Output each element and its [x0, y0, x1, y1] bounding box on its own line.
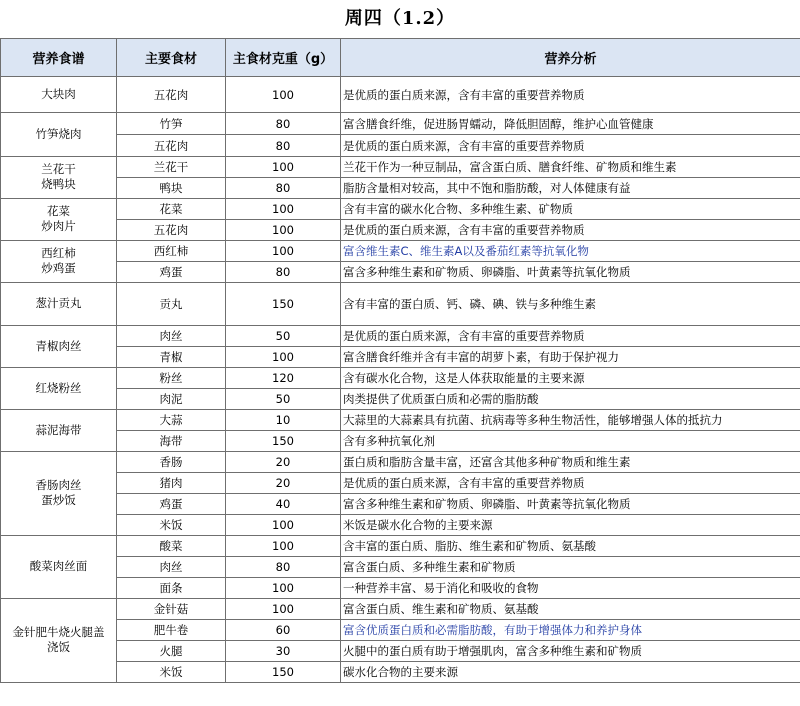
ingredient-cell: 鸡蛋: [117, 261, 226, 282]
table-row: [1, 472, 800, 493]
analysis-cell: 肉类提供了优质蛋白质和必需的脂肪酸: [341, 388, 800, 409]
weight-cell: 80: [226, 261, 341, 282]
weight-cell: 150: [226, 430, 341, 451]
ingredient-cell: 贡丸: [117, 282, 226, 325]
weight-cell: 100: [226, 77, 341, 113]
weight-cell: 80: [226, 135, 341, 157]
dish-name: 竹笋烧肉: [1, 113, 117, 157]
page-title: 周四（1.2）: [344, 8, 456, 29]
dish-name: 青椒肉丝: [1, 325, 117, 367]
table-row: [1, 282, 800, 325]
weight-cell: 100: [226, 219, 341, 240]
table-row: [1, 430, 800, 451]
table-row: [1, 388, 800, 409]
ingredient-cell: 米饭: [117, 661, 226, 682]
weight-cell: 100: [226, 240, 341, 261]
dish-name: 兰花干 烧鸭块: [1, 157, 117, 199]
dish-name: 葱汁贡丸: [1, 282, 117, 325]
analysis-cell: 含有丰富的蛋白质、钙、磷、碘、铁与多种维生素: [341, 282, 800, 325]
weight-cell: 150: [226, 661, 341, 682]
ingredient-cell: 竹笋: [117, 113, 226, 135]
ingredient-cell: 粉丝: [117, 367, 226, 388]
weight-cell: 20: [226, 472, 341, 493]
table-row: [1, 493, 800, 514]
header-analysis: 营养分析: [341, 39, 800, 77]
ingredient-cell: 大蒜: [117, 409, 226, 430]
analysis-cell: 是优质的蛋白质来源，含有丰富的重要营养物质: [341, 325, 800, 346]
analysis-cell: 是优质的蛋白质来源，含有丰富的重要营养物质: [341, 472, 800, 493]
ingredient-cell: 五花肉: [117, 219, 226, 240]
table-row: [1, 113, 800, 135]
ingredient-cell: 鸭块: [117, 177, 226, 198]
table-row: [1, 556, 800, 577]
weight-cell: 100: [226, 198, 341, 219]
analysis-cell: 含丰富的蛋白质、脂肪、维生素和矿物质、氨基酸: [341, 535, 800, 556]
analysis-cell: 富含多种维生素和矿物质、卵磷脂、叶黄素等抗氧化物质: [341, 261, 800, 282]
weight-cell: 100: [226, 577, 341, 598]
analysis-cell: 富含膳食纤维并含有丰富的胡萝卜素，有助于保护视力: [341, 346, 800, 367]
nutrition-table: [0, 38, 800, 683]
table-row: [1, 177, 800, 198]
table-row: [1, 157, 800, 178]
dish-name: 红烧粉丝: [1, 367, 117, 409]
table-row: [1, 261, 800, 282]
table-row: [1, 409, 800, 430]
analysis-cell: 富含蛋白质、维生素和矿物质、氨基酸: [341, 598, 800, 619]
analysis-cell: 兰花干作为一种豆制品，富含蛋白质、膳食纤维、矿物质和维生素: [341, 157, 800, 178]
table-row: [1, 219, 800, 240]
header-main-ingredient: 主要食材: [117, 39, 226, 77]
analysis-cell: 含有丰富的碳水化合物、多种维生素、矿物质: [341, 198, 800, 219]
table-header-row: [1, 39, 800, 77]
table-row: [1, 451, 800, 472]
analysis-cell: 一种营养丰富、易于消化和吸收的食物: [341, 577, 800, 598]
weight-cell: 100: [226, 598, 341, 619]
dish-name: 酸菜肉丝面: [1, 535, 117, 598]
analysis-cell: 富含膳食纤维，促进肠胃蠕动，降低胆固醇，维护心血管健康: [341, 113, 800, 135]
weight-cell: 20: [226, 451, 341, 472]
weight-cell: 100: [226, 535, 341, 556]
ingredient-cell: 青椒: [117, 346, 226, 367]
ingredient-cell: 猪肉: [117, 472, 226, 493]
dish-name: 大块肉: [1, 77, 117, 113]
table-row: [1, 661, 800, 682]
weight-cell: 10: [226, 409, 341, 430]
ingredient-cell: 兰花干: [117, 157, 226, 178]
ingredient-cell: 米饭: [117, 514, 226, 535]
ingredient-cell: 海带: [117, 430, 226, 451]
analysis-cell: 蛋白质和脂肪含量丰富，还富含其他多种矿物质和维生素: [341, 451, 800, 472]
analysis-cell: 碳水化合物的主要来源: [341, 661, 800, 682]
table-body: [1, 77, 800, 683]
weight-cell: 60: [226, 619, 341, 640]
table-row: [1, 77, 800, 113]
ingredient-cell: 鸡蛋: [117, 493, 226, 514]
analysis-cell: 米饭是碳水化合物的主要来源: [341, 514, 800, 535]
table-row: [1, 325, 800, 346]
ingredient-cell: 面条: [117, 577, 226, 598]
header-weight: 主食材克重（g）: [226, 39, 341, 77]
table-row: [1, 367, 800, 388]
ingredient-cell: 五花肉: [117, 77, 226, 113]
header-recipe: 营养食谱: [1, 39, 117, 77]
analysis-cell: 是优质的蛋白质来源，含有丰富的重要营养物质: [341, 77, 800, 113]
table-row: [1, 577, 800, 598]
weight-cell: 50: [226, 388, 341, 409]
analysis-cell: 含有多种抗氧化剂: [341, 430, 800, 451]
ingredient-cell: 肥牛卷: [117, 619, 226, 640]
table-row: [1, 535, 800, 556]
analysis-cell: 含有碳水化合物，这是人体获取能量的主要来源: [341, 367, 800, 388]
ingredient-cell: 五花肉: [117, 135, 226, 157]
ingredient-cell: 香肠: [117, 451, 226, 472]
table-row: [1, 135, 800, 157]
analysis-cell: 富含蛋白质、多种维生素和矿物质: [341, 556, 800, 577]
ingredient-cell: 火腿: [117, 640, 226, 661]
table-row: [1, 346, 800, 367]
weight-cell: 80: [226, 556, 341, 577]
analysis-cell: 脂肪含量相对较高，其中不饱和脂肪酸，对人体健康有益: [341, 177, 800, 198]
weight-cell: 50: [226, 325, 341, 346]
table-row: [1, 514, 800, 535]
dish-name: 蒜泥海带: [1, 409, 117, 451]
dish-name: 香肠肉丝 蛋炒饭: [1, 451, 117, 535]
weight-cell: 120: [226, 367, 341, 388]
table-row: [1, 598, 800, 619]
dish-name: 花菜 炒肉片: [1, 198, 117, 240]
dish-name: 金针肥牛烧火腿盖 浇饭: [1, 598, 117, 682]
weight-cell: 150: [226, 282, 341, 325]
weight-cell: 30: [226, 640, 341, 661]
weight-cell: 100: [226, 157, 341, 178]
table-row: [1, 619, 800, 640]
analysis-cell: 富含多种维生素和矿物质、卵磷脂、叶黄素等抗氧化物质: [341, 493, 800, 514]
ingredient-cell: 肉丝: [117, 556, 226, 577]
analysis-cell: 是优质的蛋白质来源，含有丰富的重要营养物质: [341, 219, 800, 240]
weight-cell: 80: [226, 177, 341, 198]
weight-cell: 80: [226, 113, 341, 135]
analysis-cell: 火腿中的蛋白质有助于增强肌肉，富含多种维生素和矿物质: [341, 640, 800, 661]
weight-cell: 100: [226, 514, 341, 535]
analysis-cell: 大蒜里的大蒜素具有抗菌、抗病毒等多种生物活性，能够增强人体的抵抗力: [341, 409, 800, 430]
weight-cell: 100: [226, 346, 341, 367]
analysis-cell: 富含优质蛋白质和必需脂肪酸，有助于增强体力和养护身体: [341, 619, 800, 640]
analysis-cell: 是优质的蛋白质来源，含有丰富的重要营养物质: [341, 135, 800, 157]
ingredient-cell: 肉泥: [117, 388, 226, 409]
dish-name: 西红柿 炒鸡蛋: [1, 240, 117, 282]
ingredient-cell: 西红柿: [117, 240, 226, 261]
analysis-cell: 富含维生素C、维生素A以及番茄红素等抗氧化物: [341, 240, 800, 261]
table-row: [1, 640, 800, 661]
table-row: [1, 240, 800, 261]
weight-cell: 40: [226, 493, 341, 514]
ingredient-cell: 金针菇: [117, 598, 226, 619]
table-row: [1, 198, 800, 219]
ingredient-cell: 肉丝: [117, 325, 226, 346]
ingredient-cell: 花菜: [117, 198, 226, 219]
ingredient-cell: 酸菜: [117, 535, 226, 556]
